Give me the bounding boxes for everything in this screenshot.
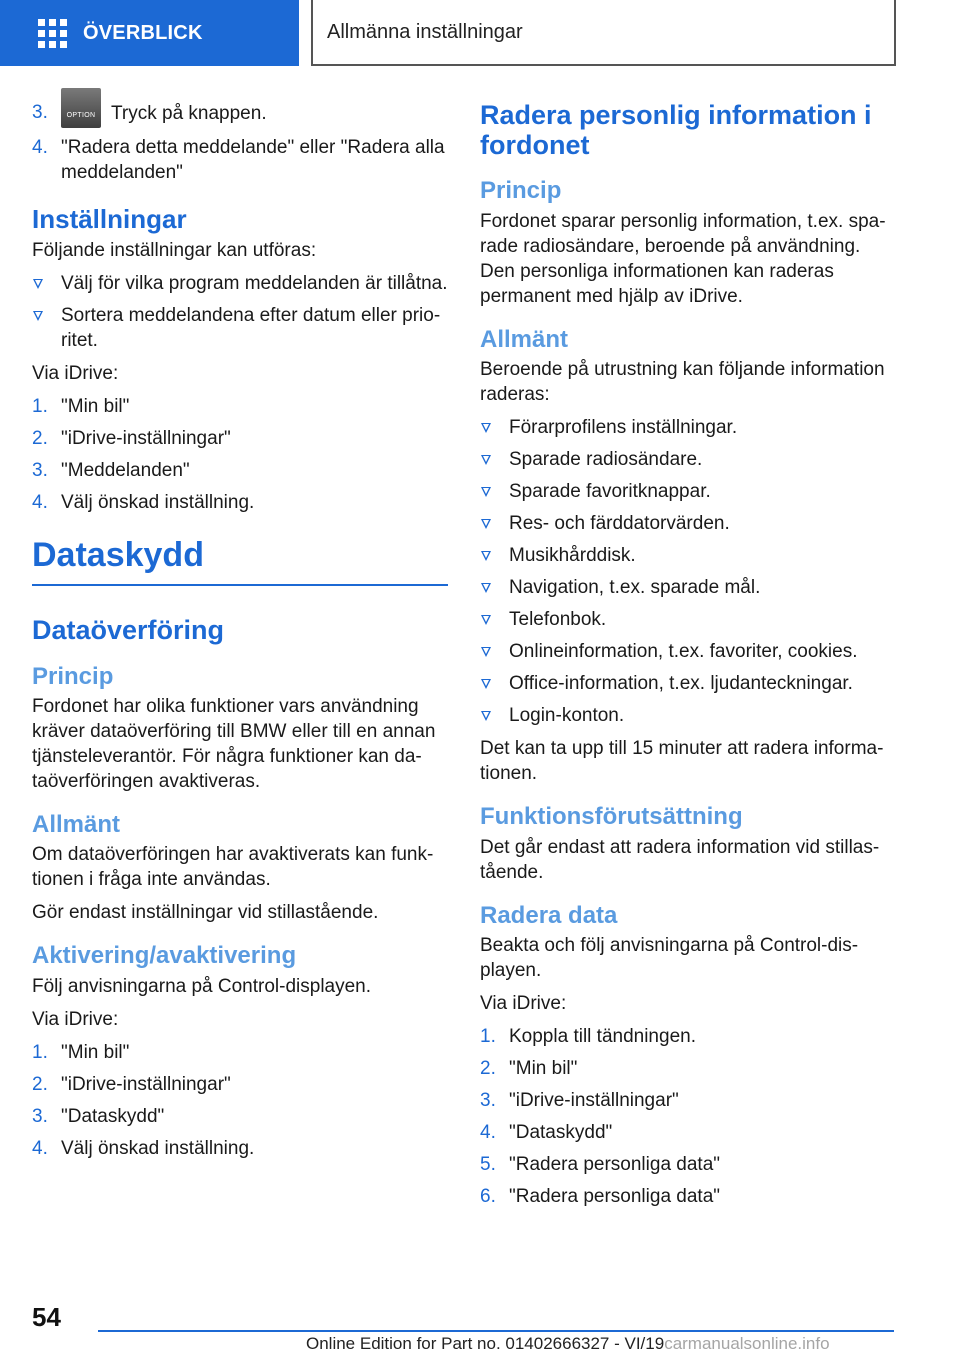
- step-text: Tryck på knappen.: [111, 103, 267, 125]
- list-item: [32, 1104, 448, 1129]
- forutsattning-text: Det går endast att radera information vid stillastående.: [480, 836, 880, 883]
- bullet-triangle-icon: [481, 455, 491, 465]
- list-item: [480, 575, 896, 600]
- bullet-text: Välj för vilka program meddelanden är tillåtna.: [61, 272, 448, 294]
- list-item: [480, 1088, 896, 1113]
- step-number: 4.: [32, 1137, 48, 1159]
- step-text: "Min bil": [509, 1058, 578, 1080]
- bullet-triangle-icon: [481, 551, 491, 561]
- bullet-text: Sparade radiosändare.: [509, 449, 703, 471]
- watermark-text: carmanualsonline.info: [664, 1334, 830, 1353]
- step-text: "Min bil": [61, 1041, 130, 1063]
- step-text: "iDrive-inställningar": [61, 427, 231, 449]
- page-number: 54: [32, 1302, 61, 1332]
- list-item: [480, 703, 896, 728]
- bullet-text: Login-konton.: [509, 705, 625, 727]
- bullet-text: Res- och färddatorvärden.: [509, 513, 730, 535]
- bullet-triangle-icon: [481, 711, 491, 721]
- footer-divider: [98, 1330, 894, 1332]
- list-item: [480, 1184, 896, 1209]
- list-item: [32, 1072, 448, 1097]
- list-item: [32, 426, 448, 451]
- list-item: [32, 1040, 448, 1065]
- list-item: [480, 479, 896, 504]
- step-number: 6.: [480, 1186, 496, 1208]
- page-header: [0, 0, 960, 66]
- step-text: "Min bil": [61, 395, 130, 417]
- installningar-heading: Inställningar: [32, 204, 187, 234]
- edition-text: Online Edition for Part no. 01402666327 - VI/19: [306, 1334, 665, 1353]
- option-button-icon: [61, 88, 101, 128]
- step-number: 3.: [480, 1090, 496, 1112]
- list-item: [480, 511, 896, 536]
- installningar-bullets: [32, 271, 448, 353]
- section-tab-label: Allmänna inställningar: [327, 20, 523, 43]
- step-number: 5.: [480, 1154, 496, 1176]
- step-text: "Dataskydd": [61, 1105, 165, 1127]
- princip-text: Fordonet sparar personlig information, t.ex. sparade radiosändare, beroende på användning. Den personliga informationen kan raderas permanent med hjälp av iDrive.: [480, 210, 886, 307]
- step-number: 1.: [32, 1041, 48, 1063]
- option-button-label: OPTION: [66, 112, 96, 119]
- overview-tab-label: ÖVERBLICK: [83, 21, 203, 44]
- step-number: 4.: [32, 137, 48, 158]
- aktivering-text: Följ anvisningarna på Control-displayen.: [32, 975, 372, 997]
- step-text: "Radera personliga data": [509, 1154, 721, 1176]
- list-item: [32, 303, 448, 353]
- bullet-text: Sortera meddelandena efter datum eller prioritet.: [61, 304, 441, 351]
- list-item: [32, 271, 448, 296]
- list-item: [480, 1024, 896, 1049]
- list-item: [32, 490, 448, 515]
- section-tab[interactable]: [311, 0, 896, 66]
- allmant-heading: Allmänt: [480, 325, 569, 353]
- step-text: "Radera detta meddelande" eller "Radera alla meddelanden": [61, 137, 445, 183]
- dataskydd-steps: [32, 1040, 448, 1161]
- step-text: "iDrive-inställningar": [61, 1073, 231, 1095]
- installningar-steps: [32, 394, 448, 515]
- radera-data-text: Beakta och följ anvisningarna på Control-displayen.: [480, 935, 859, 982]
- bullet-text: Förarprofilens inställningar.: [509, 417, 738, 439]
- radera-info-heading: Radera personlig information i fordonet: [480, 100, 872, 161]
- bullet-triangle-icon: [481, 487, 491, 497]
- list-item: [480, 1056, 896, 1081]
- step-text: "Meddelanden": [61, 459, 190, 481]
- bullet-triangle-icon: [481, 647, 491, 657]
- list-item: [480, 639, 896, 664]
- bullet-triangle-icon: [481, 679, 491, 689]
- bullet-text: Musikhårddisk.: [509, 545, 636, 567]
- princip-text: Fordonet har olika funktioner vars användning kräver dataöverföring till BMW eller till en annan tjänsteleverantör. För några funktioner kan dataöverföringen avaktiveras.: [32, 696, 436, 793]
- step-number: 4.: [480, 1122, 496, 1144]
- forutsattning-heading: Funktionsförutsättning: [480, 803, 743, 831]
- footer-edition: [306, 1334, 830, 1354]
- step-number: 2.: [480, 1058, 496, 1080]
- list-item: [32, 1136, 448, 1161]
- step-text: Välj önskad inställning.: [61, 1137, 255, 1159]
- bullet-triangle-icon: [33, 279, 43, 289]
- radera-data-heading: Radera data: [480, 901, 618, 929]
- list-item: [32, 100, 448, 128]
- step-text: "Radera personliga data": [509, 1186, 721, 1208]
- step-number: 3.: [32, 102, 48, 123]
- allmant-heading: Allmänt: [32, 811, 121, 839]
- allmant-text: Beroende på utrustning kan följande information raderas:: [480, 359, 885, 406]
- left-column: [32, 100, 448, 1169]
- via-idrive-label: Via iDrive:: [32, 1008, 119, 1030]
- duration-text: Det kan ta upp till 15 minuter att radera informationen.: [480, 738, 884, 785]
- bullet-text: Navigation, t.ex. sparade mål.: [509, 577, 761, 599]
- steps-top-list: [32, 100, 448, 185]
- list-item: [480, 1120, 896, 1145]
- allmant-text-2: Gör endast inställningar vid stillastående.: [32, 902, 379, 924]
- princip-heading: Princip: [480, 177, 562, 205]
- bullet-triangle-icon: [481, 583, 491, 593]
- overview-tab[interactable]: [0, 0, 299, 66]
- list-item: [32, 135, 448, 185]
- step-number: 1.: [32, 395, 48, 417]
- installningar-intro: Följande inställningar kan utföras:: [32, 239, 317, 261]
- dataoverforing-heading: Dataöverföring: [32, 614, 225, 645]
- list-item: [32, 394, 448, 419]
- step-text: Koppla till tändningen.: [509, 1026, 696, 1048]
- step-number: 3.: [32, 459, 48, 481]
- list-item: [480, 607, 896, 632]
- list-item: [480, 1152, 896, 1177]
- dataskydd-heading: Dataskydd: [32, 537, 448, 586]
- step-number: 1.: [480, 1026, 496, 1048]
- step-text: Välj önskad inställning.: [61, 491, 255, 513]
- princip-heading: Princip: [32, 662, 114, 690]
- via-idrive-label: Via iDrive:: [480, 993, 567, 1015]
- bullet-triangle-icon: [33, 311, 43, 321]
- list-item: [480, 415, 896, 440]
- list-item: [480, 543, 896, 568]
- bullet-triangle-icon: [481, 519, 491, 529]
- step-text: "Dataskydd": [509, 1122, 613, 1144]
- aktivering-heading: Aktivering/avaktivering: [32, 942, 297, 970]
- bullet-text: Onlineinformation, t.ex. favoriter, cookies.: [509, 641, 858, 663]
- bullet-text: Office-information, t.ex. ljudanteckningar.: [509, 673, 853, 695]
- radera-bullets: [480, 415, 896, 728]
- allmant-text: Om dataöverföringen har avaktiverats kan funktionen i fråga inte användas.: [32, 844, 434, 891]
- bullet-triangle-icon: [481, 615, 491, 625]
- list-item: [32, 458, 448, 483]
- list-item: [480, 447, 896, 472]
- list-item: [480, 671, 896, 696]
- via-idrive-label: Via iDrive:: [32, 362, 119, 384]
- step-number: 2.: [32, 1073, 48, 1095]
- step-number: 4.: [32, 491, 48, 513]
- grid-menu-icon: [38, 19, 67, 48]
- bullet-text: Sparade favoritknappar.: [509, 481, 711, 503]
- step-number: 3.: [32, 1105, 48, 1127]
- bullet-text: Telefonbok.: [509, 609, 607, 631]
- step-text: "iDrive-inställningar": [509, 1090, 679, 1112]
- radera-steps: [480, 1024, 896, 1209]
- right-column: [480, 100, 896, 1217]
- bullet-triangle-icon: [481, 423, 491, 433]
- step-number: 2.: [32, 427, 48, 449]
